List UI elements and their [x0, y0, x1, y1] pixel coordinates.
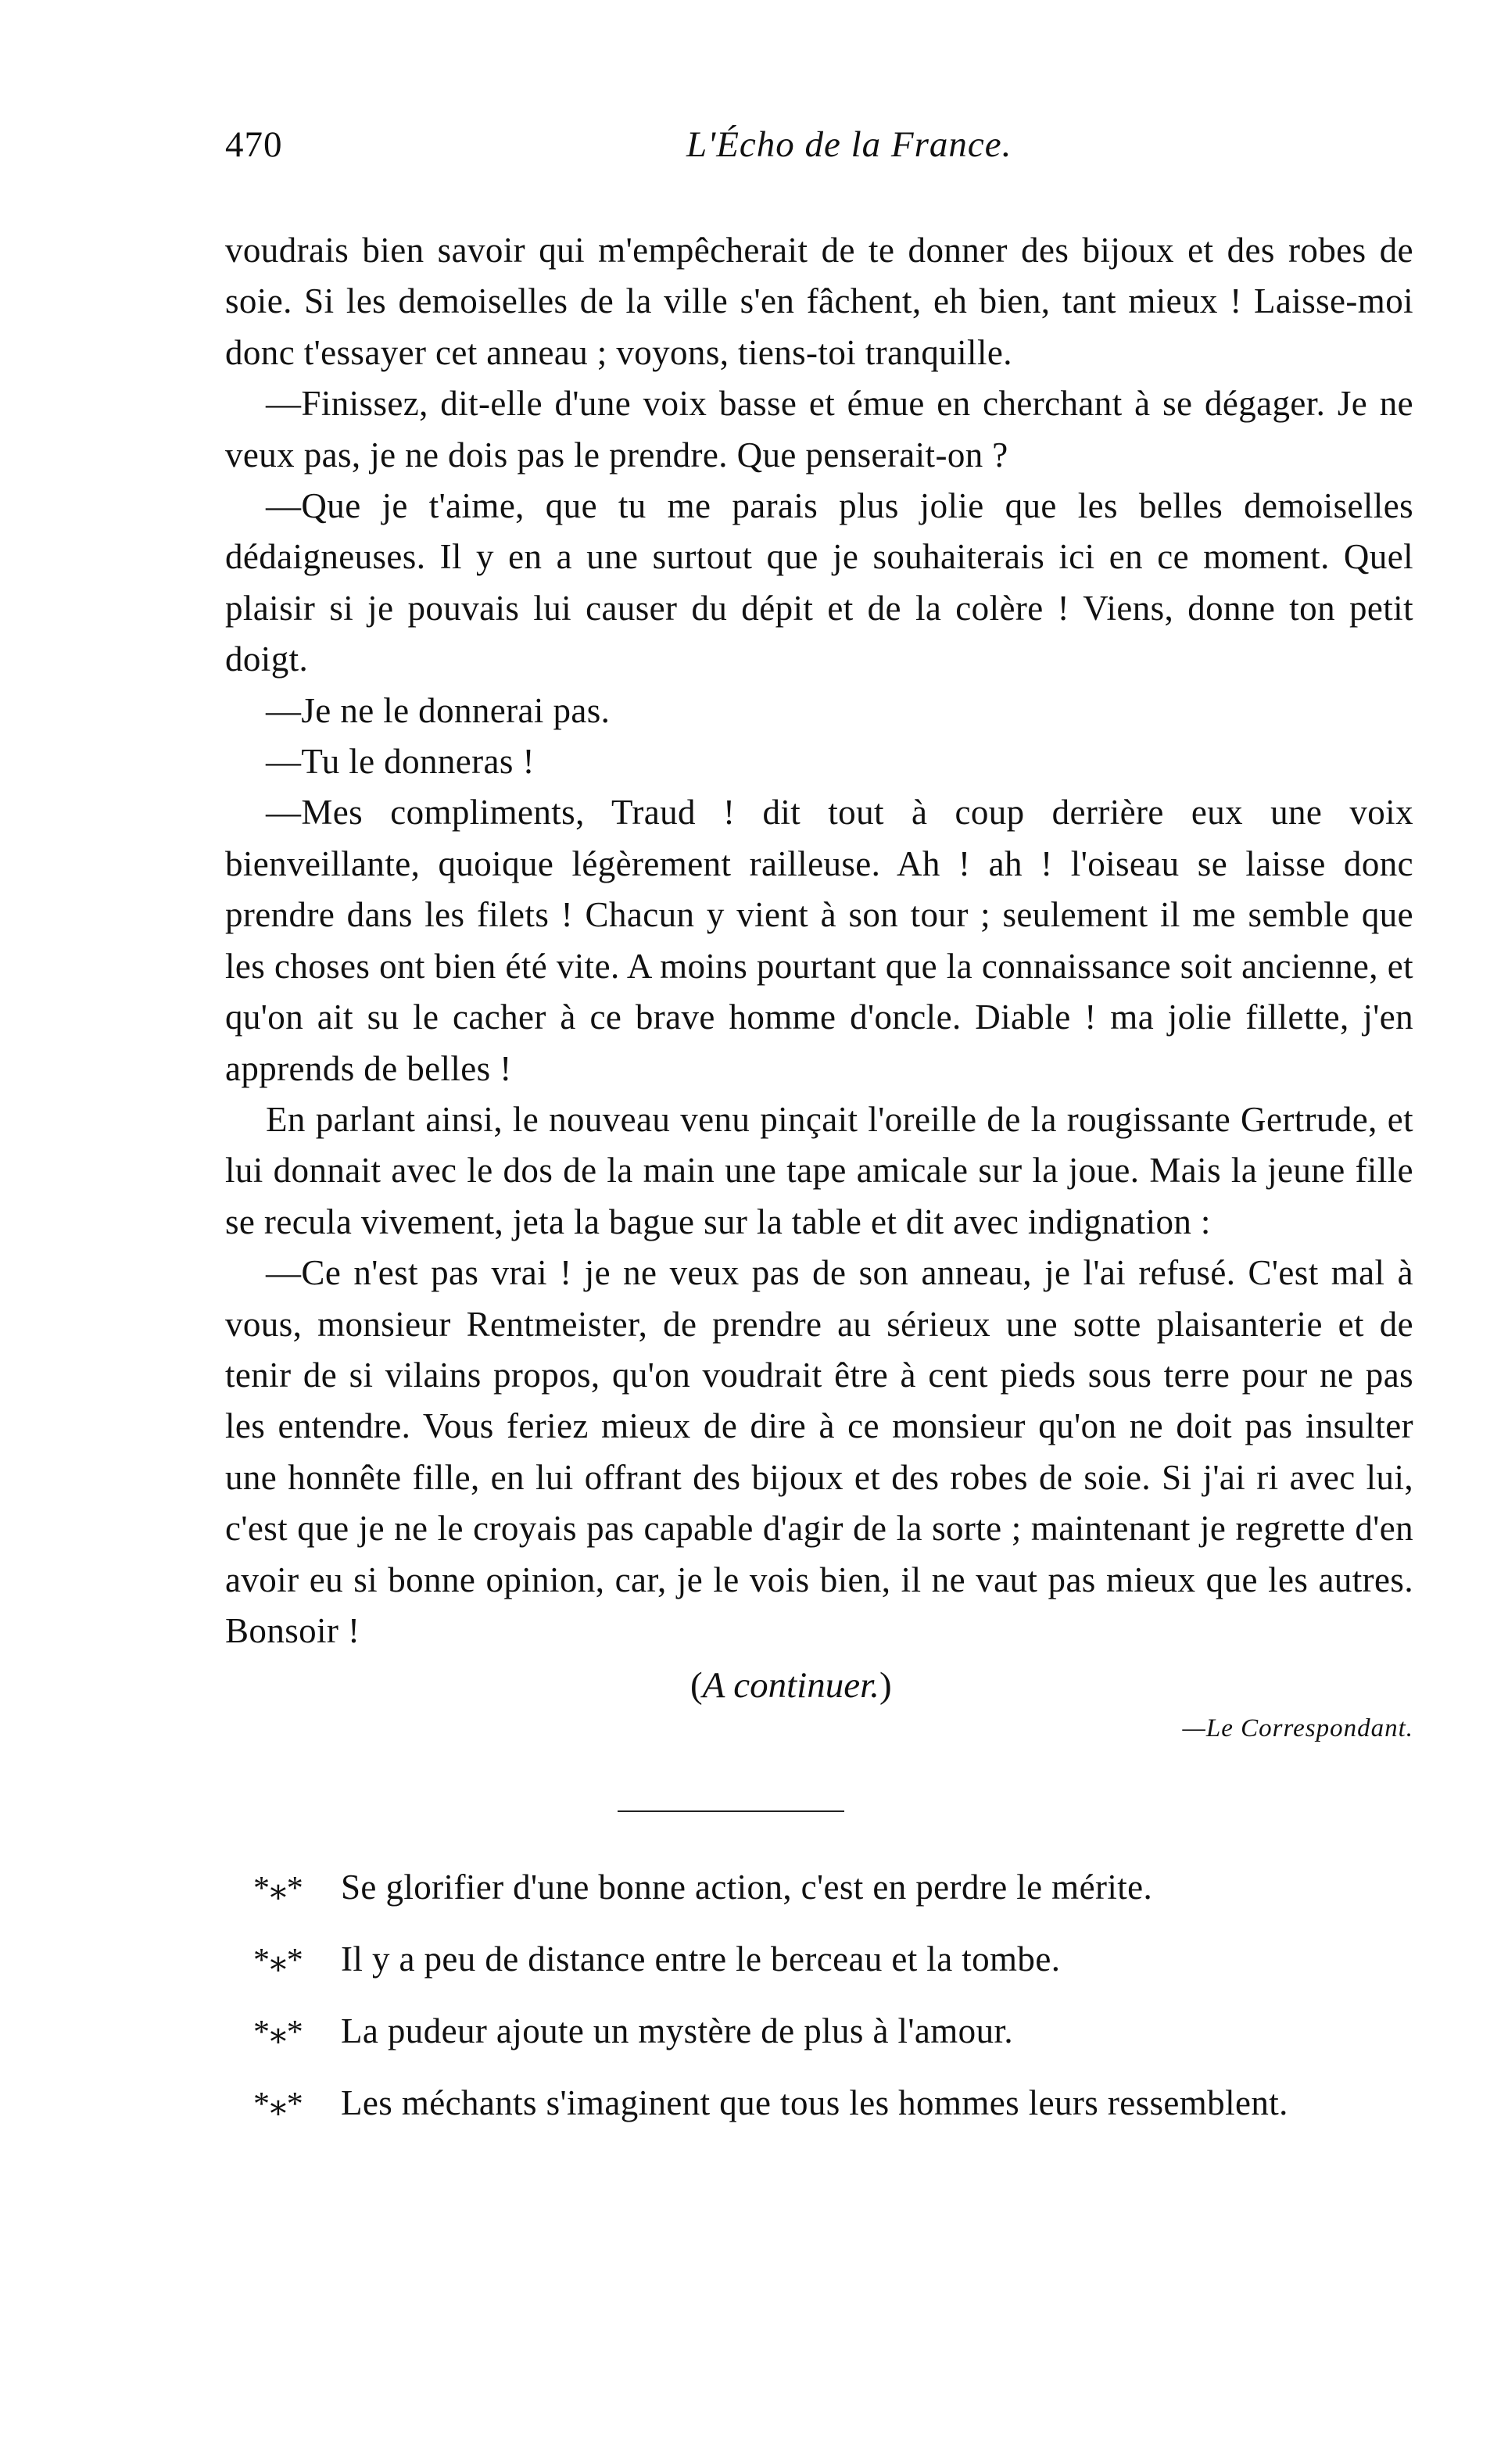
paragraph: —Je ne le donnerai pas. — [266, 690, 611, 730]
asterism-icon: *⁎* — [253, 2015, 304, 2051]
asterism-icon: *⁎* — [253, 1871, 304, 1907]
continuation-note — [225, 1660, 1413, 1711]
maxims-list — [225, 1851, 1413, 2139]
page-number: 470 — [225, 124, 283, 165]
paragraph: —Ce n'est pas vrai ! je ne veux pas de son anneau, je l'ai refusé. C'est mal à vous, monsieur Rentmeister, de prendre au sérieux une sotte plaisanterie et de tenir de si vilains propos, qu'on voudrait être à cent pieds sous terre pour ne pas les entendre. Vous feriez mieux de dire à ce monsieur qu'on ne doit pas insulter une honnête fille, en lui offrant des bijoux et des robes de soie. Si j'ai ri avec lui, c'est que je ne le croyais pas capable d'agir de la sorte ; maintenant je regrette d'en avoir eu si bonne opinion, car, je le vois bien, il ne vaut pas mieux que les autres. Bonsoir ! — [225, 1253, 1413, 1650]
maxim-text: La pudeur ajoute un mystère de plus à l'amour. — [341, 2011, 1014, 2051]
continuation-open-paren: ( — [690, 1665, 703, 1707]
maxim — [225, 1995, 1413, 2067]
maxim — [225, 2067, 1413, 2139]
maxim — [225, 1851, 1413, 1923]
page-header — [225, 117, 1413, 180]
paragraph: En parlant ainsi, le nouveau venu pinçait l'oreille de la rougissante Gertrude, et lui donnait avec le dos de la main une tape amicale sur la joue. Mais la jeune fille se recula vivement, jeta la bague sur la table et dit avec indignation : — [225, 1099, 1413, 1241]
source-attribution: —Le Correspondant. — [1182, 1714, 1413, 1743]
maxim-text: Se glorifier d'une bonne action, c'est en perdre le mérite. — [341, 1868, 1153, 1907]
section-divider — [618, 1810, 844, 1812]
continuation-close-paren: ) — [879, 1665, 892, 1707]
asterism-icon: *⁎* — [253, 1943, 304, 1979]
paragraph: —Finissez, dit-elle d'une voix basse et émue en cherchant à se dégager. Je ne veux pas, je ne dois pas le prendre. Que penserait-on ? — [225, 384, 1413, 475]
book-page — [225, 117, 1413, 2139]
maxim — [225, 1923, 1413, 1995]
paragraph: —Tu le donneras ! — [266, 742, 535, 782]
asterism-icon: *⁎* — [253, 2086, 304, 2123]
paragraph: voudrais bien savoir qui m'empêcherait de te donner des bijoux et des robes de soie. Si les demoiselles de la ville s'en fâchent, eh bien, tant mieux ! Laisse-moi donc t'essayer cet anneau ; voyons, tiens-toi tranquille. — [225, 231, 1413, 372]
continuation-text: A continuer. — [702, 1665, 879, 1707]
maxim-text: Les méchants s'imaginent que tous les hommes leurs ressemblent. — [341, 2083, 1288, 2123]
paragraph: —Que je t'aime, que tu me parais plus jolie que les belles demoiselles dédaigneuses. Il y en a une surtout que je souhaiterais ici en ce moment. Quel plaisir si je pouvais lui causer du dépit et de la colère ! Viens, donne ton petit doigt. — [225, 486, 1413, 679]
maxim-text: Il y a peu de distance entre le berceau et la tombe. — [341, 1939, 1061, 1979]
story-text — [225, 225, 1413, 1656]
running-title: L'Écho de la France. — [686, 124, 1012, 165]
paragraph: —Mes compliments, Traud ! dit tout à coup derrière eux une voix bienveillante, quoique légèrement railleuse. Ah ! ah ! l'oiseau se laisse donc prendre dans les filets ! Chacun y vient à son tour ; seulement il me semble que les choses ont bien été vite. A moins pourtant que la connaissance soit ancienne, et qu'on ait su le cacher à ce brave homme d'oncle. Diable ! ma jolie fillette, j'en apprends de belles ! — [225, 793, 1413, 1088]
